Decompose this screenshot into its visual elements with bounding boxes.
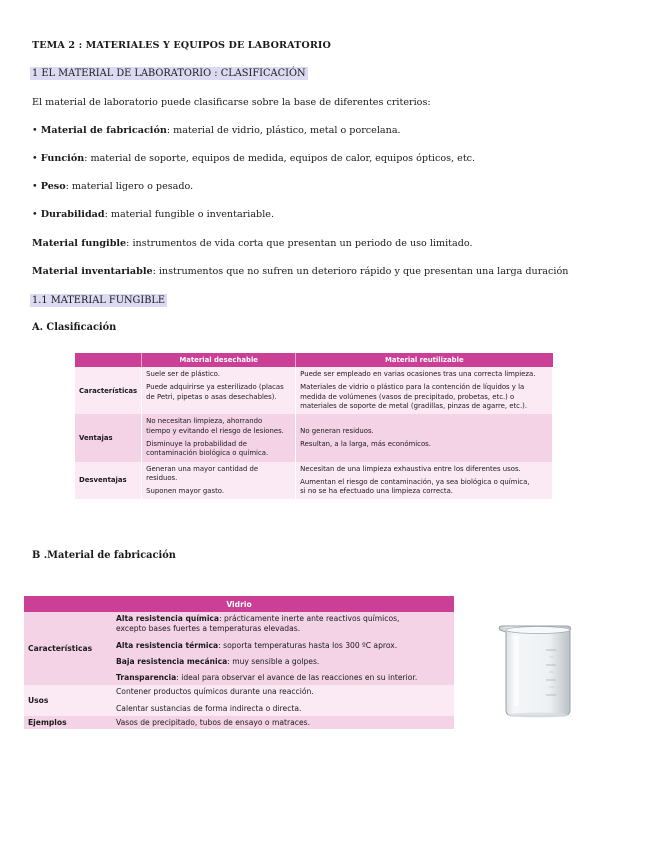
table-row: [75, 367, 553, 414]
table-row: [24, 685, 454, 716]
cell-line: No generan residuos.: [300, 426, 374, 435]
definition-text: : instrumentos de vida corta que presentan un periodo de uso limitado.: [126, 238, 473, 249]
table-cell: Vasos de precipitado, tubos de ensayo o matraces.: [112, 716, 454, 729]
table-cell: [112, 685, 454, 716]
cell-line: Aumentan el riesgo de contaminación, ya sea biológica o química,: [300, 477, 530, 486]
cell-line: Puede adquirirse ya esterilizado (placas: [146, 383, 284, 392]
cell-line: [116, 614, 450, 624]
definition-inventariable: [32, 266, 568, 277]
table-cell: [296, 462, 553, 500]
cell-line: si no se ha efectuado una limpieza correcta.: [300, 487, 453, 496]
page-title: TEMA 2 : MATERIALES Y EQUIPOS DE LABORATORIO: [32, 40, 331, 51]
cell-line: Contener productos químicos durante una reacción.: [116, 687, 314, 697]
cell-line: [116, 657, 450, 667]
table-header-cell: Material reutilizable: [296, 353, 553, 367]
section-heading-1-1: [30, 295, 167, 306]
cell-line: Resultan, a la larga, más económicos.: [300, 439, 431, 448]
cell-line: Calentar sustancias de forma indirecta o directa.: [116, 703, 302, 713]
subheading-b: B .Material de fabricación: [32, 550, 176, 561]
row-label: Usos: [24, 685, 112, 716]
cell-line: contaminación biológica o química.: [146, 449, 269, 458]
cell-line: Suponen mayor gasto.: [146, 487, 225, 496]
cell-line: materiales de soporte de metal (gradillas, pinzas de agarre, etc.).: [300, 401, 528, 410]
table-row: [24, 612, 454, 685]
table-cell: [142, 462, 296, 500]
fungible-comparison-table: [75, 353, 553, 499]
property-text: : soporta temperaturas hasta los 300 ºC aprox.: [218, 640, 398, 650]
definition-label: Material fungible: [32, 238, 127, 249]
cell-line: Materiales de vidrio o plástico para la contención de líquidos y la: [300, 383, 525, 392]
criteria-text: : material de soporte, equipos de medida, equipos de calor, equipos ópticos, etc.: [84, 153, 476, 164]
row-label: Características: [24, 612, 112, 685]
cell-line: excepto bases fuertes a temperaturas elevadas.: [116, 624, 301, 634]
table-header-cell: [75, 353, 142, 367]
row-label: Desventajas: [75, 462, 142, 500]
cell-line: de Petri, pipetas o asas desechables).: [146, 392, 277, 401]
criteria-text: : material de vidrio, plástico, metal o porcelana.: [166, 125, 401, 136]
table-header-row: [24, 596, 454, 612]
criteria-label: Durabilidad: [40, 209, 105, 220]
subheading-a: A. Clasificación: [32, 322, 117, 333]
intro-paragraph: El material de laboratorio puede clasificarse sobre la base de diferentes criterios:: [32, 97, 431, 108]
cell-line: [116, 641, 450, 651]
beaker-image: [496, 620, 576, 720]
property-text: : muy sensible a golpes.: [227, 656, 320, 666]
cell-line: Suele ser de plástico.: [146, 370, 220, 378]
criteria-item: [32, 125, 401, 136]
property-text: : ideal para observar el avance de las reacciones en su interior.: [176, 673, 418, 682]
section-heading-1-text: 1 EL MATERIAL DE LABORATORIO : CLASIFICACIÓN: [32, 68, 306, 79]
table-cell: [112, 612, 454, 685]
criteria-text: : material ligero o pesado.: [65, 181, 194, 192]
cell-line: No necesitan limpieza, ahorrando: [146, 417, 263, 426]
bullet: •: [32, 125, 38, 136]
criteria-label: Material de fabricación: [40, 125, 167, 136]
cell-line: medida de volúmenes (vasos de precipitado, probetas, etc.) o: [300, 392, 515, 401]
property-label: Transparencia: [116, 673, 177, 682]
criteria-text: : material fungible o inventariable.: [104, 209, 274, 220]
table-header-cell: Material desechable: [142, 353, 296, 367]
criteria-label: Peso: [40, 181, 66, 192]
criteria-item: [32, 209, 274, 220]
property-label: Baja resistencia mecánica: [116, 656, 228, 666]
bullet: •: [32, 209, 38, 220]
criteria-item: [32, 153, 475, 164]
bullet: •: [32, 153, 38, 164]
cell-line: Necesitan de una limpieza exhaustiva entre los diferentes usos.: [300, 464, 521, 473]
property-label: Alta resistencia química: [116, 614, 220, 623]
cell-line: tiempo y evitando el riesgo de lesiones.: [146, 426, 284, 435]
table-cell: [296, 414, 553, 461]
criteria-item: [32, 181, 193, 192]
cell-line: Generan una mayor cantidad de: [146, 464, 259, 473]
cell-line: [116, 673, 450, 683]
cell-line: Disminuye la probabilidad de: [146, 439, 247, 448]
property-label: Alta resistencia térmica: [116, 640, 219, 650]
table-row: [75, 414, 553, 461]
row-label: Ventajas: [75, 414, 142, 461]
table-header-row: [75, 353, 553, 367]
table-row: [75, 462, 553, 500]
criteria-label: Función: [40, 153, 85, 164]
glass-material-table: [24, 596, 454, 729]
table-cell: [142, 367, 296, 414]
table-header-cell: Vidrio: [24, 596, 454, 612]
table-cell: [142, 414, 296, 461]
cell-line: Puede ser empleado en varias ocasiones tras una correcta limpieza.: [300, 370, 536, 378]
row-label: Características: [75, 367, 142, 414]
section-heading-1: [30, 68, 308, 79]
property-text: : prácticamente inerte ante reactivos químicos,: [219, 614, 400, 623]
section-heading-1-1-text: 1.1 MATERIAL FUNGIBLE: [32, 295, 166, 306]
definition-label: Material inventariable: [32, 266, 153, 277]
definition-text: : instrumentos que no sufren un deterioro rápido y que presentan una larga duración: [152, 266, 569, 277]
cell-line: residuos.: [146, 473, 178, 482]
bullet: •: [32, 181, 38, 192]
table-cell: [296, 367, 553, 414]
row-label: Ejemplos: [24, 716, 112, 729]
table-row: [24, 716, 454, 729]
definition-fungible: [32, 238, 473, 249]
